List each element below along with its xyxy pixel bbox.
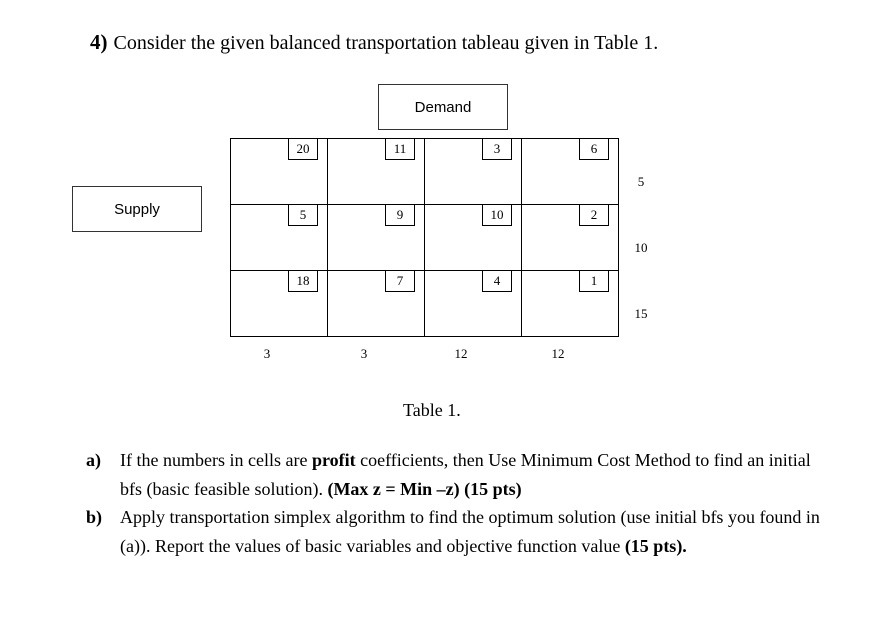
cost-coefficient: 1: [579, 270, 609, 292]
part-text-bold: (15 pts).: [624, 535, 687, 556]
question-number: 4): [90, 30, 108, 54]
part-label: a): [86, 450, 101, 470]
demand-value: 12: [454, 346, 468, 361]
supply-value: 10: [634, 240, 648, 255]
cost-coefficient: 4: [482, 270, 512, 292]
question-part: [86, 446, 826, 503]
question-part: [86, 503, 826, 560]
question-text: Consider the given balanced transportation tableau given in Table 1.: [113, 32, 659, 54]
cost-coefficient: 18: [288, 270, 318, 292]
table-caption: Table 1.: [403, 400, 461, 420]
demand-label: Demand: [414, 98, 472, 116]
part-text: Apply transportation simplex algorithm to find the optimum solution (use initial bfs you found in (a)). Report the values of basic variables and objective function value: [120, 507, 820, 556]
part-text-bold: (Max z = Min –z) (15 pts): [327, 478, 522, 499]
demand-value: 12: [551, 346, 565, 361]
supply-label: Supply: [114, 200, 160, 218]
cost-coefficient: 5: [288, 204, 318, 226]
cost-coefficient: 6: [579, 138, 609, 160]
cost-coefficient: 20: [288, 138, 318, 160]
cost-coefficient: 11: [385, 138, 415, 160]
part-text: If the numbers in cells are: [120, 450, 312, 470]
supply-value: 15: [634, 306, 648, 321]
part-text-bold: profit: [311, 450, 356, 470]
question-parts: [86, 446, 826, 560]
cost-coefficient: 7: [385, 270, 415, 292]
cost-coefficient: 9: [385, 204, 415, 226]
part-label: b): [86, 507, 103, 527]
demand-value: 3: [360, 346, 368, 361]
cost-coefficient: 2: [579, 204, 609, 226]
part-text: coefficients, then Use Minimum Cost Method to find an initial bfs (basic feasible solution).: [120, 450, 811, 499]
cost-coefficient: 3: [482, 138, 512, 160]
supply-value: 5: [637, 174, 645, 189]
demand-value: 3: [263, 346, 271, 361]
cost-coefficient: 10: [482, 204, 512, 226]
